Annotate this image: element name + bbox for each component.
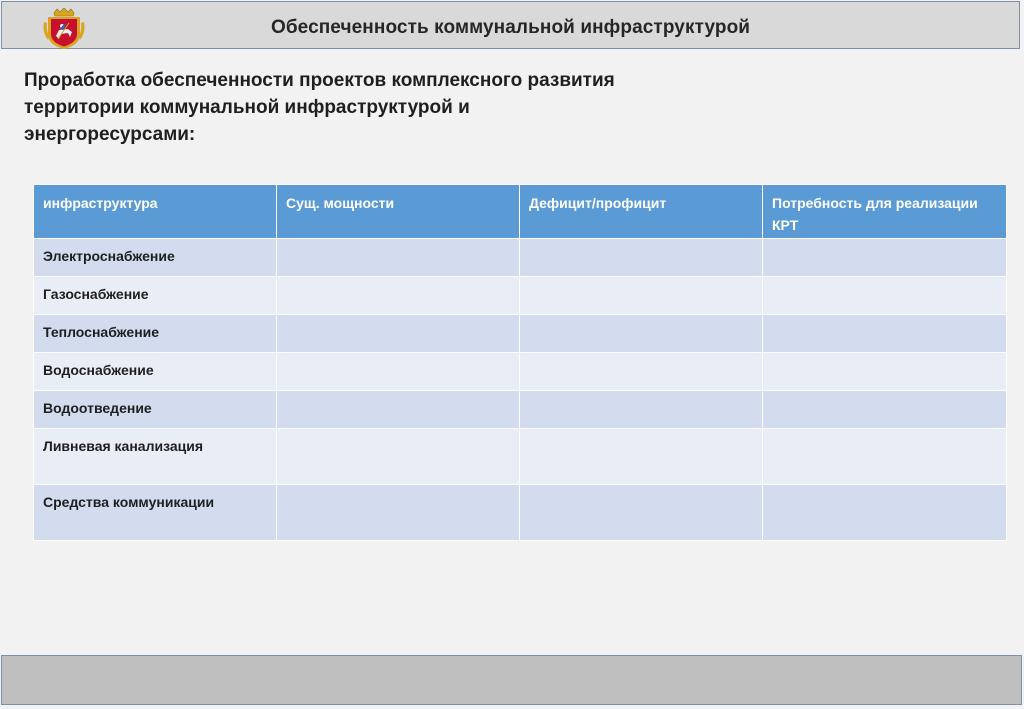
table-row (34, 315, 1007, 353)
table-cell (277, 485, 520, 541)
row-label: Водоотведение (34, 391, 277, 429)
table-row (34, 485, 1007, 541)
header-bar (1, 1, 1020, 49)
table-cell (763, 429, 1007, 485)
table-cell (763, 315, 1007, 353)
table-row (34, 429, 1007, 485)
table-cell (763, 277, 1007, 315)
table-cell (520, 353, 763, 391)
table-cell (277, 277, 520, 315)
infrastructure-table (33, 184, 1006, 541)
row-label: Водоснабжение (34, 353, 277, 391)
table-cell (277, 239, 520, 277)
table-cell (520, 485, 763, 541)
footer-bar (1, 655, 1022, 705)
table-cell (277, 391, 520, 429)
table-cell (277, 353, 520, 391)
table-cell (763, 239, 1007, 277)
table-header-row (34, 185, 1007, 239)
row-label: Ливневая канализация (34, 429, 277, 485)
table-cell (763, 353, 1007, 391)
table-row (34, 353, 1007, 391)
table-row (34, 239, 1007, 277)
row-label: Средства коммуникации (34, 485, 277, 541)
table-cell (763, 391, 1007, 429)
table-cell (277, 429, 520, 485)
table-cell (520, 429, 763, 485)
page-title: Обеспеченность коммунальной инфраструктурой (270, 17, 751, 38)
table-cell (520, 239, 763, 277)
table-cell (520, 391, 763, 429)
table-row (34, 391, 1007, 429)
section-heading: Проработка обеспеченности проектов комплексного развития территории коммунальной инфраструктурой и энергоресурсами: (24, 70, 615, 145)
table-cell (520, 315, 763, 353)
table-cell (763, 485, 1007, 541)
column-header-demand-for-krt: Потребность для реализации КРТ (763, 185, 1007, 239)
column-header-existing-capacity: Сущ. мощности (277, 185, 520, 239)
table-cell (277, 315, 520, 353)
column-header-infrastructure: инфраструктура (34, 185, 277, 239)
column-header-deficit-surplus: Дефицит/профицит (520, 185, 763, 239)
row-label: Электроснабжение (34, 239, 277, 277)
row-label: Газоснабжение (34, 277, 277, 315)
row-label: Теплоснабжение (34, 315, 277, 353)
table-cell (520, 277, 763, 315)
table-row (34, 277, 1007, 315)
